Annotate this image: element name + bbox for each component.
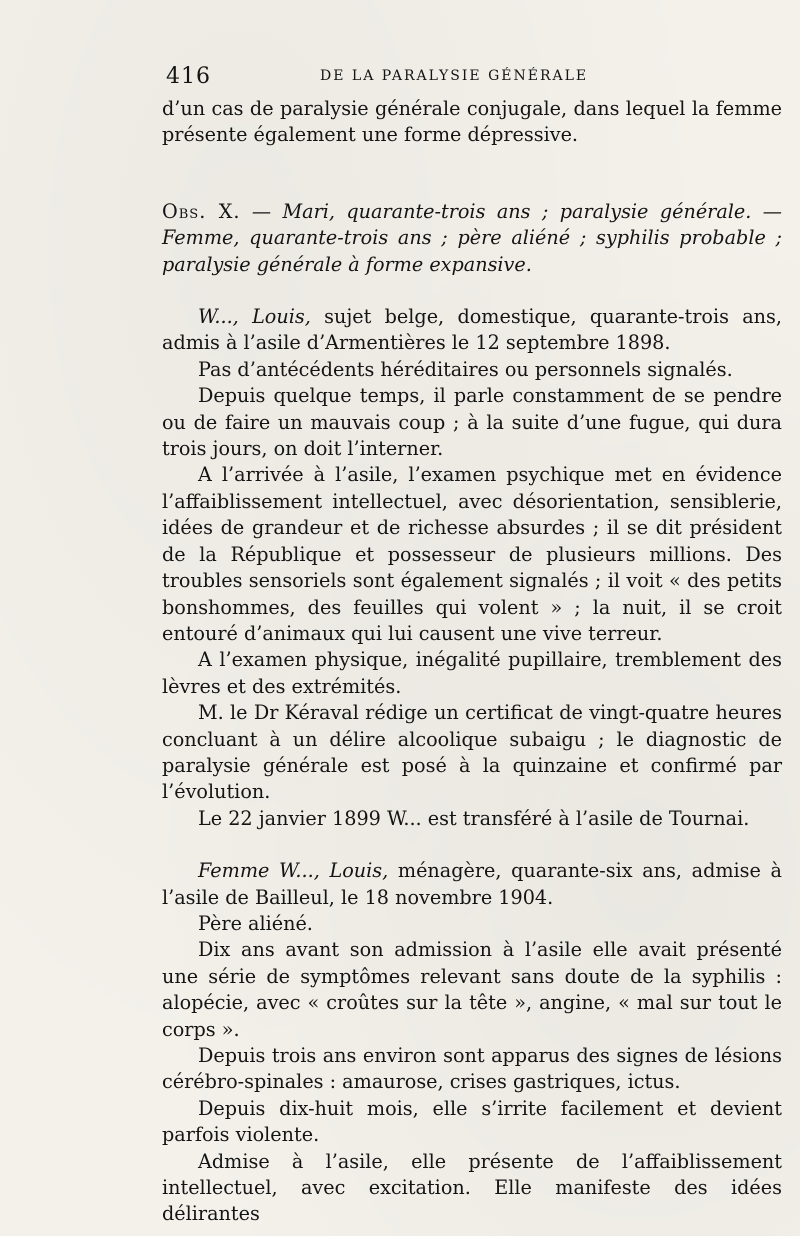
paragraph: A l’examen physique, inégalité pupillaire, tremblement des lèvres et des extrémités. [162,648,782,698]
paragraph: Admise à l’asile, elle présente de l’affaiblissement intellectuel, avec excitation. Elle manifeste des idées délirantes [162,1149,782,1226]
page-body [162,96,782,1228]
paragraph: A l’arrivée à l’asile, l’examen psychique met en évidence l’affaiblissement intellectuel, avec désorientation, sensiblerie, idées de grandeur et de richesse absurdes ; il se dit président de la République et possesseur de plusieurs millions. Des troubles sensoriels sont également signalés ; il voit « des petits bonshommes, des feuilles qui volent » ; la nuit, il se croit entouré d’animaux qui lui causent une vive terreur. [162,463,782,645]
paragraph: Dix ans avant son admission à l’asile elle avait présenté une série de symptômes relevant sans doute de la syphilis : alopécie, avec « croûtes sur la tête », angine, « mal sur tout le corps ». [162,938,782,1041]
paragraph: Depuis quelque temps, il parle constamment de se pendre ou de faire un mauvais coup ; à la suite d’une fugue, qui dura trois jours, on doit l’interner. [162,384,782,461]
observation-label: Obs. X. [162,199,241,223]
patient-name: W..., Louis, [198,305,311,329]
observation-heading [162,199,782,278]
paragraph: Père aliéné. [198,911,313,935]
patient-name: Femme W..., Louis, [198,859,389,883]
page-number: 416 [166,64,211,89]
paragraph: Pas d’antécédents héréditaires ou personnels signalés. [198,357,733,381]
paragraph: Femme W..., Louis, ménagère, quarante-six ans, admise à l’asile de Bailleul, le 18 novembre 1904. [162,859,782,909]
paragraph: W..., Louis, sujet belge, domestique, quarante-trois ans, admis à l’asile d’Armentières le 12 septembre 1898. [162,305,782,355]
paragraph: M. le Dr Kéraval rédige un certificat de vingt-quatre heures concluant à un délire alcoolique subaigu ; le diagnostic de paralysie générale est posé à la quinzaine et confirmé par l’évolution. [162,701,782,804]
running-title: DE LA PARALYSIE GÉNÉRALE [320,68,589,84]
paragraph: Depuis dix-huit mois, elle s’irrite facilement et devient parfois violente. [162,1096,782,1147]
intro-paragraph: d’un cas de paralysie générale conjugale, dans lequel la femme présente également une forme dépressive. [162,97,782,147]
observation-title: — Mari, quarante-trois ans ; paralysie générale. — Femme, quarante-trois ans ; père aliéné ; syphilis probable ; paralysie générale à forme expansive. [162,199,782,276]
paragraph: Depuis trois ans environ sont apparus des signes de lésions cérébro-spinales : amaurose, crises gastriques, ictus. [162,1044,782,1094]
paragraph: Le 22 janvier 1899 W... est transféré à l’asile de Tournai. [198,806,750,830]
